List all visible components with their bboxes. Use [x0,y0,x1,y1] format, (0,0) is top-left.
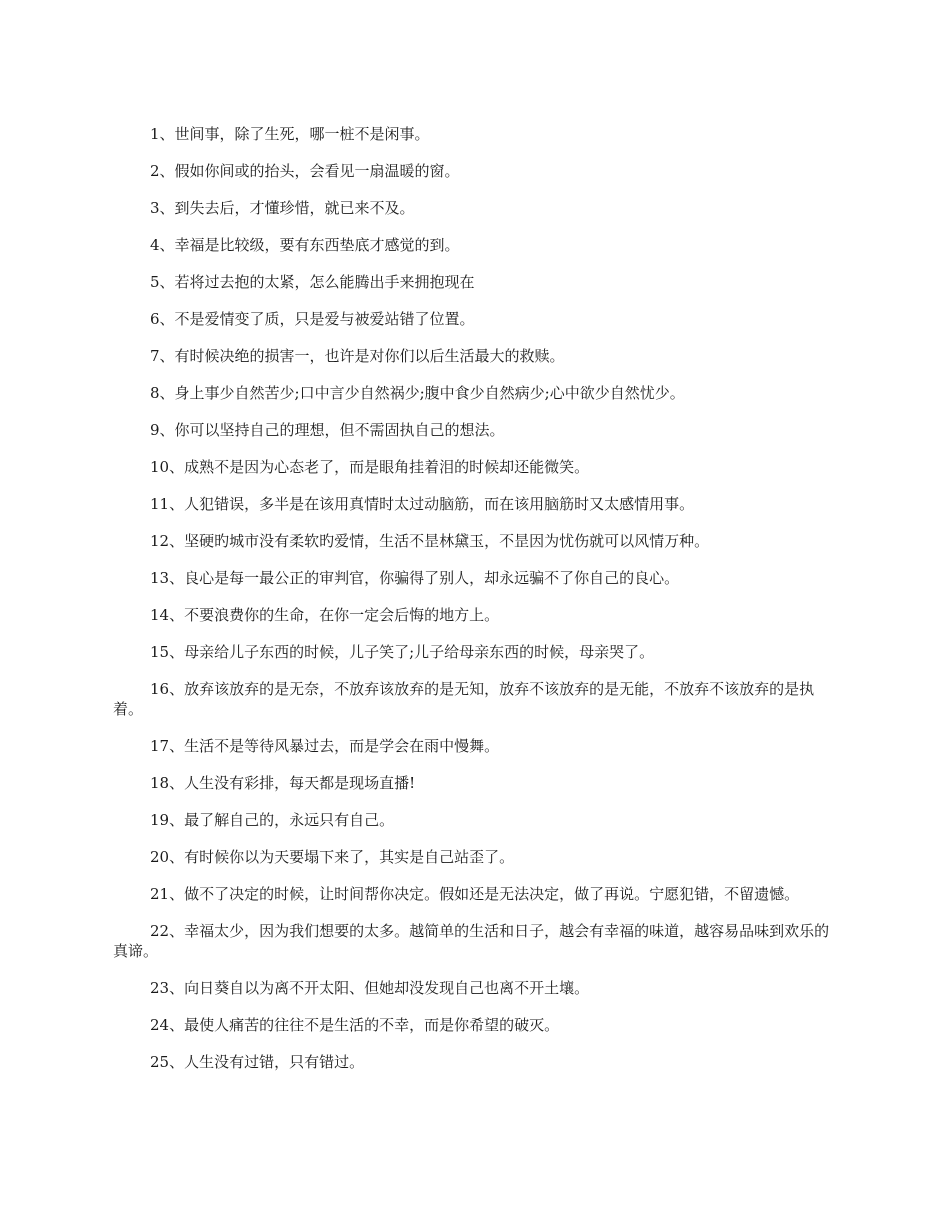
quote-item: 13、良心是每一最公正的审判官，你骗得了别人，却永远骗不了你自己的良心。 [150,569,680,587]
quote-item: 6、不是爱情变了质，只是爱与被爱站错了位置。 [150,310,475,328]
quote-item: 25、人生没有过错，只有错过。 [150,1053,365,1071]
quote-item: 19、最了解自己的，永远只有自己。 [150,811,395,829]
quote-item: 17、生活不是等待风暴过去，而是学会在雨中慢舞。 [150,737,500,755]
quote-item: 11、人犯错误，多半是在该用真情时太过动脑筋，而在该用脑筋时又太感情用事。 [150,495,695,513]
quote-item: 15、母亲给儿子东西的时候，儿子笑了;儿子给母亲东西的时候，母亲哭了。 [150,643,655,661]
quote-item: 9、你可以坚持自己的理想，但不需固执自己的想法。 [150,421,505,439]
quote-item: 8、身上事少自然苦少;口中言少自然祸少;腹中食少自然病少;心中欲少自然忧少。 [150,384,685,402]
quote-item: 7、有时候决绝的损害一，也许是对你们以后生活最大的救赎。 [150,347,565,365]
quote-item: 1、世间事，除了生死，哪一桩不是闲事。 [150,125,430,143]
quote-item: 4、幸福是比较级，要有东西垫底才感觉的到。 [150,236,460,254]
quote-item: 16、放弃该放弃的是无奈，不放弃该放弃的是无知，放弃不该放弃的是无能，不放弃不该放弃的是执着。 [113,680,815,718]
quote-item: 21、做不了决定的时候，让时间帮你决定。假如还是无法决定，做了再说。宁愿犯错，不留遗憾。 [150,885,800,903]
quote-list [113,124,833,1089]
quote-item: 23、向日葵自以为离不开太阳、但她却没发现自己也离不开土壤。 [150,979,590,997]
quote-item: 22、幸福太少，因为我们想要的太多。越简单的生活和日子，越会有幸福的味道，越容易品味到欢乐的真谛。 [113,922,830,960]
quote-item: 2、假如你间或的抬头，会看见一扇温暖的窗。 [150,162,460,180]
quote-item: 3、到失去后，才懂珍惜，就已来不及。 [150,199,415,217]
quote-item: 10、成熟不是因为心态老了，而是眼角挂着泪的时候却还能微笑。 [150,458,590,476]
quote-item: 24、最使人痛苦的往往不是生活的不幸，而是你希望的破灭。 [150,1016,560,1034]
quote-item: 5、若将过去抱的太紧，怎么能腾出手来拥抱现在 [150,273,475,291]
quote-item: 12、坚硬旳城市没有柔软旳爱情，生活不昰林黛玉，不昰因为忧伤就可以风情万种。 [150,532,710,550]
quote-item: 18、人生没有彩排，每天都是现场直播! [150,774,416,792]
quote-item: 20、有时候你以为天要塌下来了，其实是自己站歪了。 [150,848,515,866]
quote-item: 14、不要浪费你的生命，在你一定会后悔的地方上。 [150,606,500,624]
